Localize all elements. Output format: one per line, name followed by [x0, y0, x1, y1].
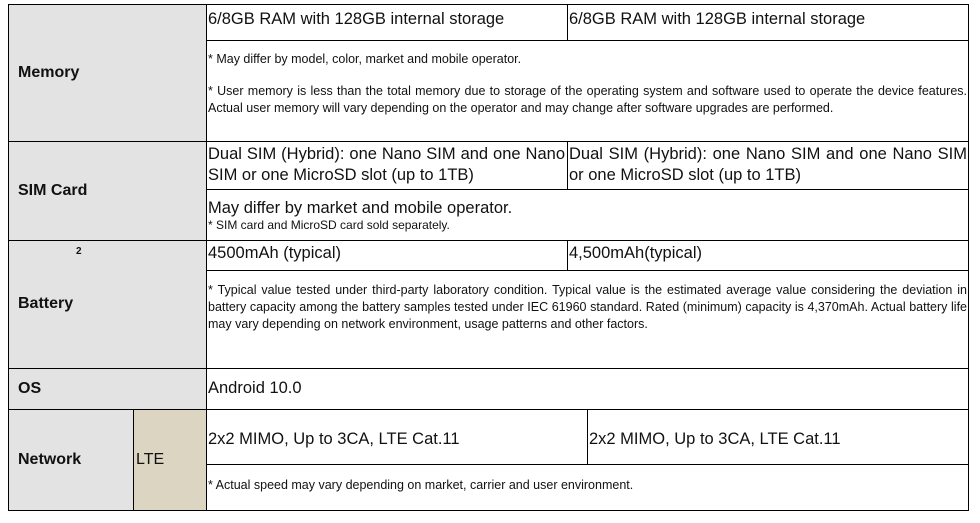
grid-line — [8, 510, 969, 511]
grid-line — [8, 4, 969, 5]
sim-value-b: Dual SIM (Hybrid): one Nano SIM and one Nano SIM or one MicroSD slot (up to 1TB) — [569, 145, 967, 184]
memory-notes — [206, 40, 969, 141]
grid-line — [567, 141, 568, 189]
network-label: Network — [8, 409, 133, 511]
memory-note-2: * User memory is less than the total memory due to storage of the operating system and software used to operate the device features. Actual user memory will vary depending on the operator and may change after software upgrades are performed. — [208, 84, 967, 115]
grid-line — [567, 4, 568, 40]
lte-value-a: 2x2 MIMO, Up to 3CA, LTE Cat.11 — [208, 430, 460, 448]
grid-line — [8, 4, 9, 511]
memory-label: Memory — [8, 4, 206, 141]
grid-line — [8, 141, 969, 142]
grid-line — [206, 40, 969, 41]
grid-line — [206, 270, 969, 271]
battery-label: Battery — [8, 240, 206, 368]
battery-value-b: 4,500mAh(typical) — [569, 244, 702, 262]
grid-line — [8, 368, 969, 369]
grid-line — [587, 409, 588, 464]
memory-value-b: 6/8GB RAM with 128GB internal storage — [569, 10, 866, 28]
grid-line — [8, 409, 969, 410]
spec-table — [8, 4, 969, 511]
memory-value-a: 6/8GB RAM with 128GB internal storage — [208, 10, 505, 28]
battery-note: * Typical value tested under third-party laboratory condition. Typical value is the estimated average value considering the deviation in battery capacity among the battery samples tested under IEC 61960 standard. Rated (minimum) capacity is 4,370mAh. Actual battery life may vary depending on network environment, usage patterns and other factors. — [208, 283, 967, 331]
sim-notes — [206, 189, 969, 240]
battery-value-a: 4500mAh (typical) — [208, 244, 341, 262]
battery-superscript: 2 — [76, 246, 82, 257]
grid-line — [968, 4, 969, 511]
os-value: Android 10.0 — [208, 379, 302, 397]
sim-note-small: * SIM card and MicroSD card sold separately. — [208, 218, 450, 232]
grid-line — [206, 4, 207, 511]
lte-note: * Actual speed may vary depending on market, carrier and user environment. — [208, 478, 634, 492]
os-label: OS — [8, 368, 206, 409]
memory-note-1: * May differ by model, color, market and mobile operator. — [208, 52, 522, 66]
grid-line — [567, 240, 568, 270]
lte-sublabel: LTE — [133, 409, 206, 511]
sim-card-label: SIM Card — [8, 141, 206, 240]
grid-line — [206, 189, 969, 190]
sim-value-a: Dual SIM (Hybrid): one Nano SIM and one Nano SIM or one MicroSD slot (up to 1TB) — [208, 145, 565, 184]
grid-line — [133, 409, 134, 511]
sim-note-main: May differ by market and mobile operator. — [208, 199, 513, 217]
lte-value-b: 2x2 MIMO, Up to 3CA, LTE Cat.11 — [589, 430, 841, 448]
grid-line — [206, 464, 969, 465]
grid-line — [8, 240, 969, 241]
